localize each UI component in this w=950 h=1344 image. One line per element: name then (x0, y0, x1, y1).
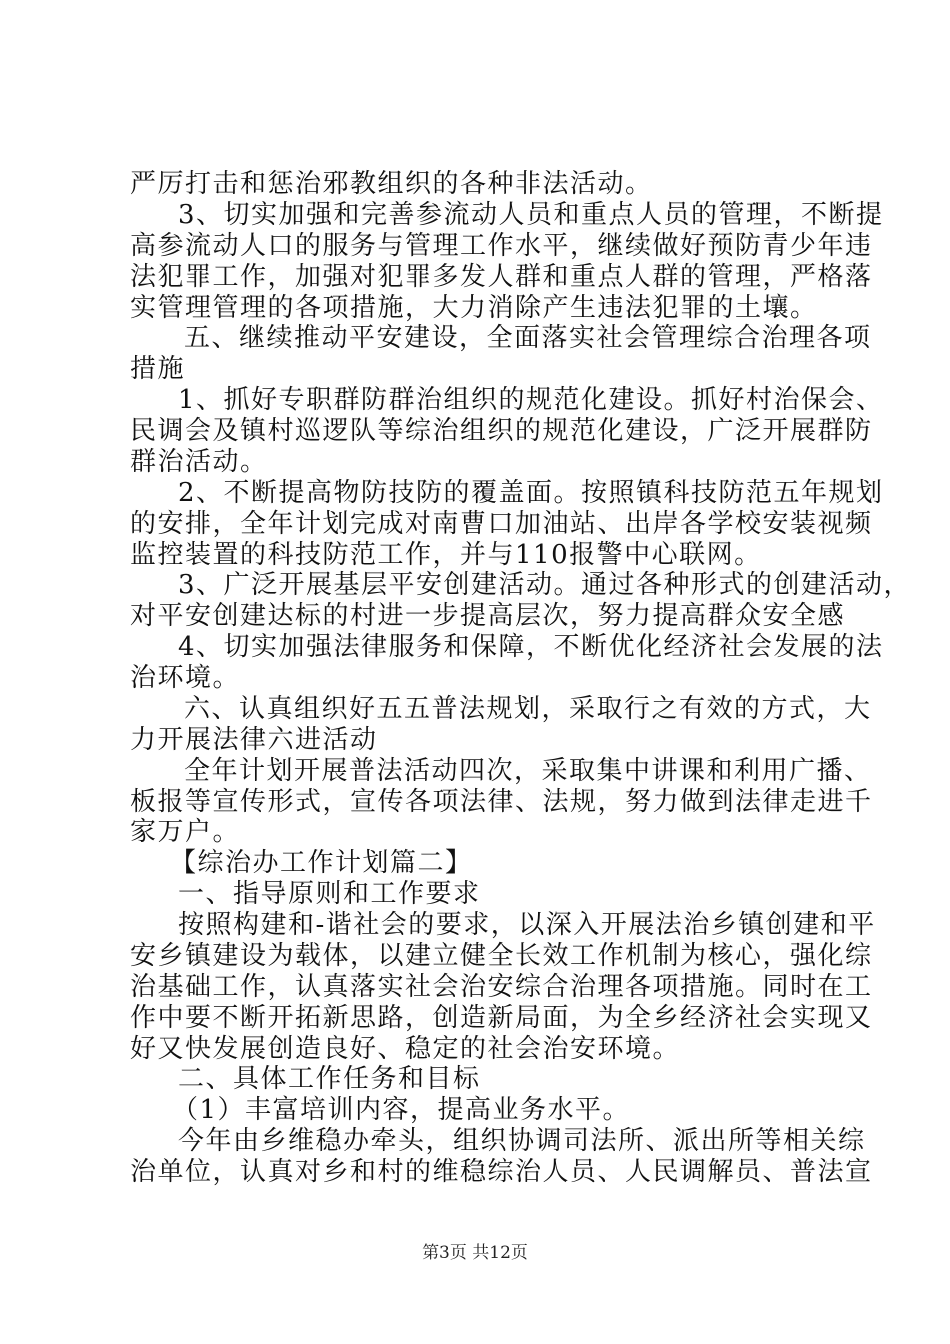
section-heading: 二、具体工作任务和目标 (178, 1064, 481, 1094)
text-line: 3、切实加强和完善参流动人员和重点人员的管理，不断提 (178, 200, 884, 230)
text-line: 法犯罪工作，加强对犯罪多发人群和重点人群的管理，严格落 (130, 262, 873, 292)
text-line: 家万户。 (130, 817, 241, 847)
text-line: 治环境。 (130, 663, 241, 693)
text-line: 民调会及镇村巡逻队等综治组织的规范化建设，广泛开展群防 (130, 416, 873, 446)
text-line: 治单位，认真对乡和村的维稳综治人员、人民调解员、普法宣 (130, 1157, 873, 1187)
text-line: 高参流动人口的服务与管理工作水平，继续做好预防青少年违 (130, 231, 873, 261)
text-line: 安乡镇建设为载体，以建立健全长效工作机制为核心，强化综 (130, 941, 873, 971)
text-line: 群治活动。 (130, 447, 268, 477)
text-line: 对平安创建达标的村进一步提高层次，努力提高群众安全感 (130, 601, 846, 631)
part-title: 【综治办工作计划篇二】 (170, 848, 473, 878)
text-line: 1、抓好专职群防群治组织的规范化建设。抓好村治保会、 (178, 385, 884, 415)
section-heading: 力开展法律六进活动 (130, 725, 378, 755)
text-line: 好又快发展创造良好、稳定的社会治安环境。 (130, 1034, 681, 1064)
text-line: 4、切实加强法律服务和保障，不断优化经济社会发展的法 (178, 632, 884, 662)
text-line: 的安排，全年计划完成对南曹口加油站、出岸各学校安装视频 (130, 509, 873, 539)
text-line: 2、不断提高物防技防的覆盖面。按照镇科技防范五年规划 (178, 478, 884, 508)
text-line: 治基础工作，认真落实社会治安综合治理各项措施。同时在工 (130, 972, 873, 1002)
subsection-heading: （1）丰富培训内容，提高业务水平。 (172, 1095, 631, 1125)
text-line: 实管理管理的各项措施，大力消除产生违法犯罪的土壤。 (130, 293, 818, 323)
text-line: 作中要不断开拓新思路，创造新局面，为全乡经济社会实现又 (130, 1003, 873, 1033)
section-heading: 六、认真组织好五五普法规划，采取行之有效的方式，大 (184, 694, 872, 724)
text-line: 按照构建和-谐社会的要求，以深入开展法治乡镇创建和平 (178, 910, 876, 940)
text-line: 今年由乡维稳办牵头，组织协调司法所、派出所等相关综 (178, 1126, 866, 1156)
text-line: 严厉打击和惩治邪教组织的各种非法活动。 (130, 169, 653, 199)
text-line: 板报等宣传形式，宣传各项法律、法规，努力做到法律走进千 (130, 787, 873, 817)
text-line: 监控装置的科技防范工作，并与110报警中心联网。 (130, 540, 762, 570)
section-heading: 一、指导原则和工作要求 (178, 879, 481, 909)
text-line: 全年计划开展普法活动四次，采取集中讲课和利用广播、 (184, 756, 872, 786)
text-line: 3、广泛开展基层平安创建活动。通过各种形式的创建活动， (178, 570, 912, 600)
page-number-footer: 第3页 共12页 (422, 1243, 528, 1263)
section-heading: 五、继续推动平安建设，全面落实社会管理综合治理各项 (184, 323, 872, 353)
section-heading: 措施 (130, 354, 186, 384)
